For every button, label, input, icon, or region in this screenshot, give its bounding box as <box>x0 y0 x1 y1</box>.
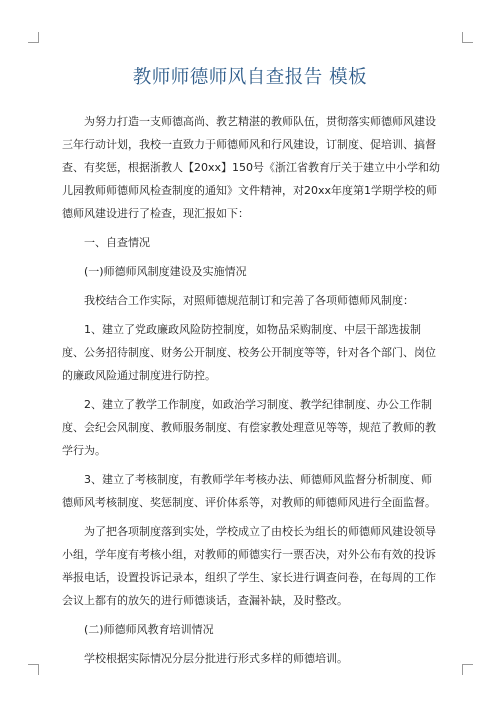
section-heading: 一、自查情况 <box>84 236 150 249</box>
list-item: 3、建立了考核制度，有教师学年考核办法、师德师风监督分析制度、师德师风考核制度、奖惩制度、评价体系等，对教师的师德师风进行全面监督。 <box>62 473 436 509</box>
list-item: 2、建立了教学工作制度，如政治学习制度、教学纪律制度、办公工作制度、会纪会风制度、教师服务制度、有偿家教处理意见等等，规范了教师的教学行为。 <box>62 398 436 457</box>
crop-mark-top-right <box>462 32 473 43</box>
crop-mark-bottom-right <box>462 664 473 675</box>
subsection-heading: (一)师德师风制度建设及实施情况 <box>84 265 247 278</box>
document-title: 教师师德师风自查报告 模板 <box>132 67 368 88</box>
paragraph: 学校根据实际情况分层分批进行形式多样的师德培训。 <box>84 652 348 665</box>
list-item: 1、建立了党政廉政风险防控制度，如物品采购制度、中层干部选拔制度、公务招待制度、财务公开制度、校务公开制度等等，针对各个部门、岗位的廉政风险通过制度进行防控。 <box>62 323 436 382</box>
crop-mark-bottom-left <box>28 664 39 675</box>
paragraph-intro: 为努力打造一支师德高尚、教艺精湛的教师队伍，贯彻落实师德师风建设三年行动计划，我校一直致力于师德师风和行风建设，订制度、促培训、搞督查、有奖惩，根据浙教人【20xx】150号《浙江省教育厅关于建立中小学和幼儿园教师师德师风检查制度的通知》文件精神，对20xx年度第1学期学校的师德师风建设进行了检查，现汇报如下： <box>62 115 441 220</box>
subsection-heading: (二)师德师风教育培训情况 <box>84 623 214 636</box>
document-body <box>62 110 442 676</box>
paragraph: 为了把各项制度落到实处，学校成立了由校长为组长的师德师风建设领导小组，学年度有考核小组，对教师的师德实行一票否决，对外公布有效的投诉举报电话，设置投诉记录本，组织了学生、家长进行调查问卷，在每周的工作会议上都有的放矢的进行师德谈话，查漏补缺，及时整改。 <box>62 525 436 607</box>
paragraph: 我校结合工作实际，对照师德规范制订和完善了各项师德师风制度： <box>84 294 414 307</box>
crop-mark-top-left <box>28 32 39 43</box>
